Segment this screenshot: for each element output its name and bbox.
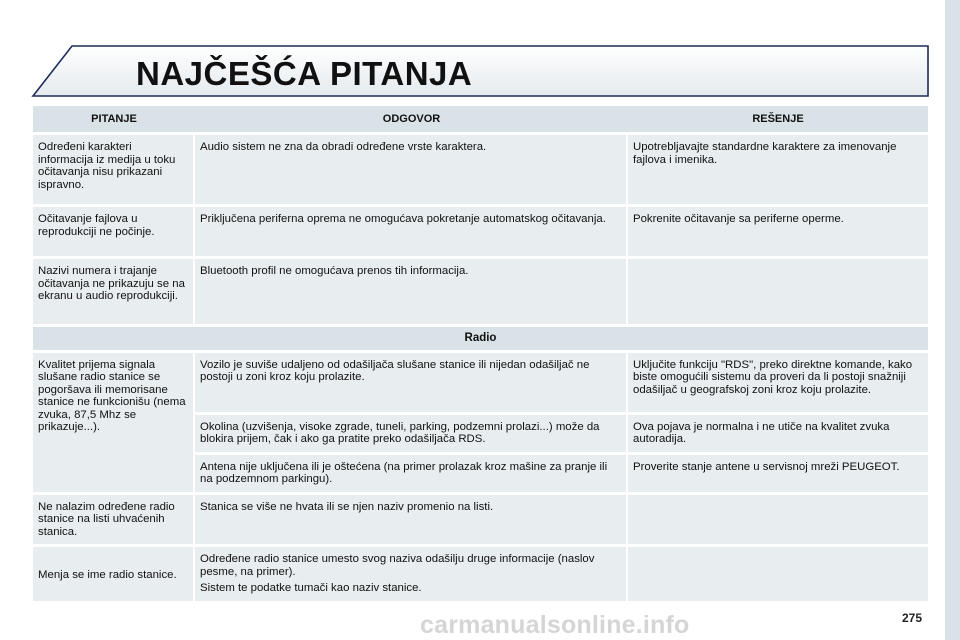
- table-row: [33, 353, 928, 415]
- answer-cell: Priključena periferna oprema ne omogućava pokretanje automatskog očitavanja.: [195, 207, 628, 259]
- table-row: [33, 259, 928, 327]
- solution-cell: Ova pojava je normalna i ne utiče na kvalitet zvuka autoradija.: [628, 415, 928, 455]
- solution-cell: [628, 259, 928, 327]
- answer-cell: Audio sistem ne zna da obradi određene vrste karaktera.: [195, 135, 628, 207]
- section-label-radio: Radio: [33, 327, 928, 353]
- solution-cell: Proverite stanje antene u servisnoj mreži PEUGEOT.: [628, 455, 928, 495]
- question-cell: Menja se ime radio stanice.: [33, 547, 195, 604]
- question-cell: Nazivi numera i trajanje očitavanja ne prikazuju se na ekranu u audio reprodukciji.: [33, 259, 195, 327]
- column-header-answer: ODGOVOR: [195, 106, 628, 135]
- solution-cell: [628, 495, 928, 548]
- answer-cell: Okolina (uzvišenja, visoke zgrade, tuneli, parking, podzemni prolazi...) može da blokira prijem, čak i ako ga pratite preko odašiljača RDS.: [195, 415, 628, 455]
- answer-cell: Bluetooth profil ne omogućava prenos tih informacija.: [195, 259, 628, 327]
- solution-cell: Pokrenite očitavanje sa periferne operme.: [628, 207, 928, 259]
- table-row: [33, 207, 928, 259]
- column-header-solution: REŠENJE: [628, 106, 928, 135]
- answer-cell: Antena nije uključena ili je oštećena (na primer prolazak kroz mašine za pranje ili na podzemnom parkingu).: [195, 455, 628, 495]
- section-row-radio: [33, 327, 928, 353]
- question-cell: Očitavanje fajlova u reprodukciji ne počinje.: [33, 207, 195, 259]
- page-number: 275: [902, 611, 923, 625]
- question-cell: Ne nalazim određene radio stanice na listi uhvaćenih stanica.: [33, 495, 195, 548]
- table-header-row: [33, 106, 928, 135]
- answer-cell: [195, 547, 628, 604]
- answer-line: Sistem te podatke tumači kao naziv stanice.: [200, 582, 422, 594]
- watermark-text: carmanualsonline.info: [420, 611, 690, 639]
- question-cell: Određeni karakteri informacija iz medija u toku očitavanja nisu prikazani ispravno.: [33, 135, 195, 207]
- solution-cell: [628, 547, 928, 604]
- table-row: [33, 135, 928, 207]
- answer-cell: Vozilo je suviše udaljeno od odašiljača slušane stanice ili nijedan odašiljač ne postoji u zoni kroz koju prolazite.: [195, 353, 628, 415]
- page-title: NAJČEŠĆA PITANJA: [136, 55, 473, 92]
- answer-cell: Stanica se više ne hvata ili se njen naziv promenio na listi.: [195, 495, 628, 548]
- solution-cell: Uključite funkciju "RDS", preko direktne komande, kako biste omogućili sistemu da proveri da li postoji snažniji odašiljač u geografskoj zoni kroz koju prolazite.: [628, 353, 928, 415]
- table-row: [33, 547, 928, 604]
- table-row: [33, 495, 928, 548]
- question-cell: Kvalitet prijema signala slušane radio stanice se pogoršava ili memorisane stanice ne funkcionišu (nema zvuka, 87,5 Mhz se prikazuje...).: [33, 353, 195, 495]
- solution-cell: Upotrebljavajte standardne karaktere za imenovanje fajlova i imenika.: [628, 135, 928, 207]
- answer-line: Određene radio stanice umesto svog naziva odašilju druge informacije (naslov pesme, na primer).: [200, 553, 595, 578]
- column-header-question: PITANJE: [33, 106, 195, 135]
- faq-table: [33, 106, 928, 604]
